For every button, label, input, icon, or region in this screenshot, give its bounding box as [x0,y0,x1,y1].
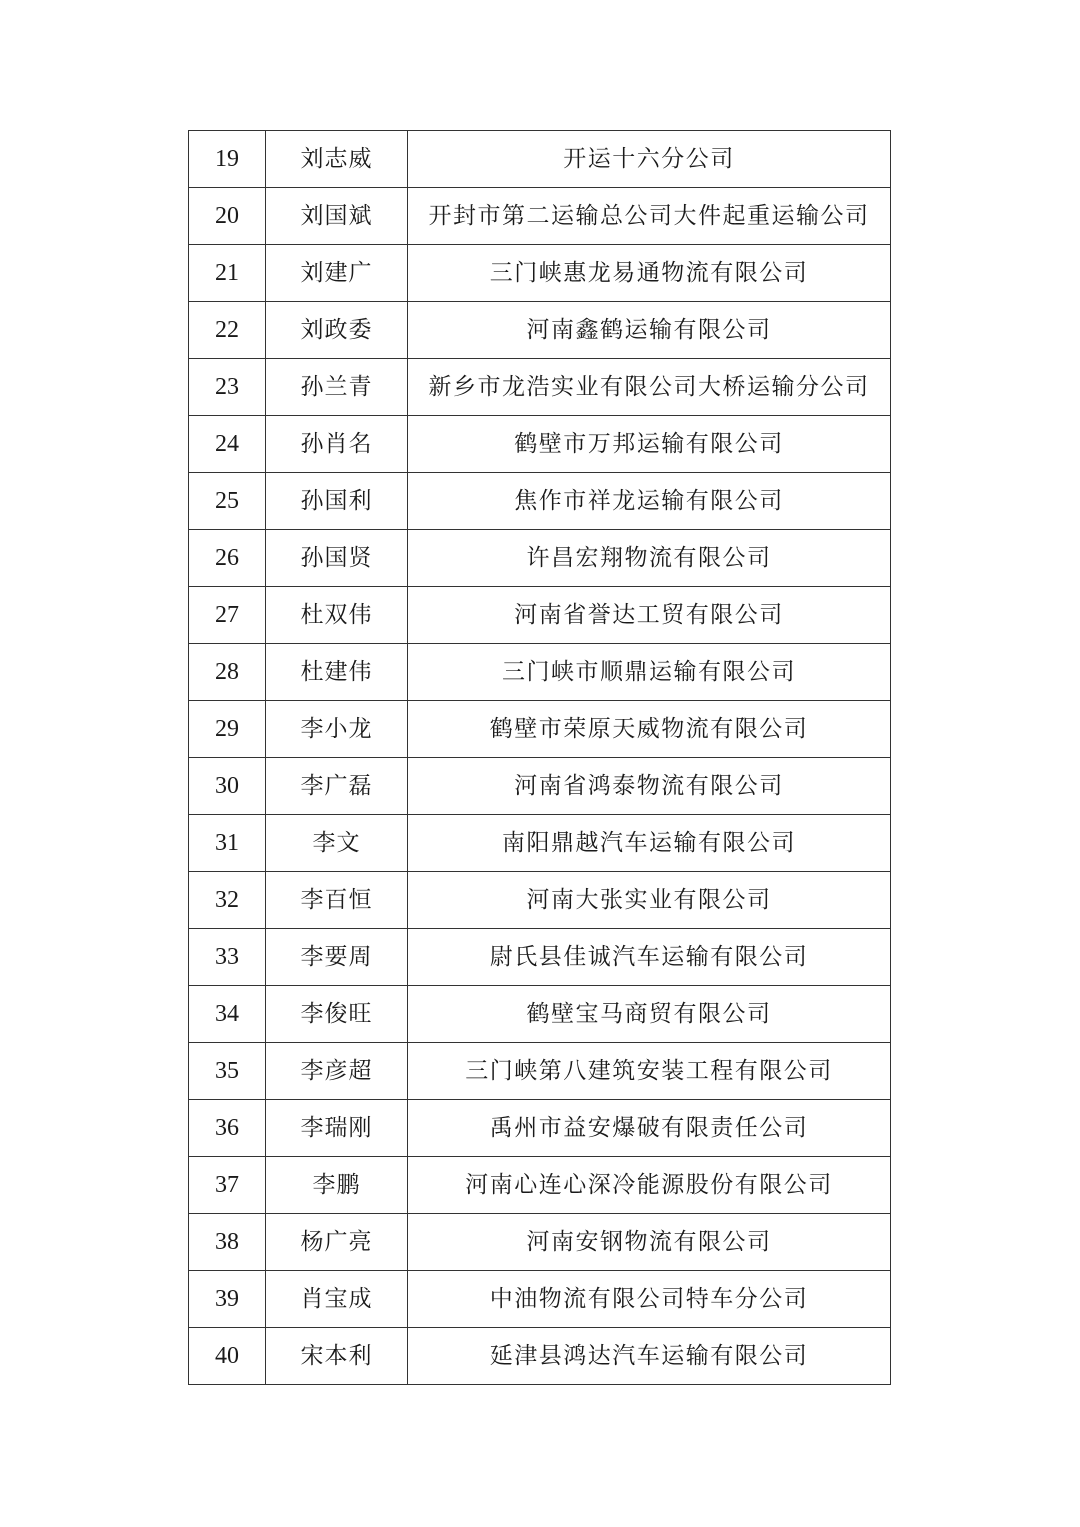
person-name: 宋本利 [266,1328,408,1385]
table-row [189,473,891,530]
person-name: 李俊旺 [266,986,408,1043]
person-name: 孙肖名 [266,416,408,473]
company-name: 河南鑫鹤运输有限公司 [408,302,891,359]
row-number: 30 [189,758,266,815]
row-number: 33 [189,929,266,986]
row-number: 21 [189,245,266,302]
person-name: 刘建广 [266,245,408,302]
company-name: 河南省鸿泰物流有限公司 [408,758,891,815]
person-name: 孙国利 [266,473,408,530]
row-number: 35 [189,1043,266,1100]
company-name: 河南大张实业有限公司 [408,872,891,929]
company-name: 三门峡第八建筑安装工程有限公司 [408,1043,891,1100]
personnel-table [188,130,891,1385]
person-name: 李彦超 [266,1043,408,1100]
person-name: 李瑞刚 [266,1100,408,1157]
person-name: 李文 [266,815,408,872]
person-name: 杜双伟 [266,587,408,644]
company-name: 开运十六分公司 [408,131,891,188]
company-name: 中油物流有限公司特车分公司 [408,1271,891,1328]
company-name: 焦作市祥龙运输有限公司 [408,473,891,530]
table-row [189,872,891,929]
company-name: 鹤壁宝马商贸有限公司 [408,986,891,1043]
table-row [189,188,891,245]
person-name: 李要周 [266,929,408,986]
table-row [189,587,891,644]
table-body [189,131,891,1385]
person-name: 孙兰青 [266,359,408,416]
company-name: 开封市第二运输总公司大件起重运输公司 [408,188,891,245]
person-name: 孙国贤 [266,530,408,587]
person-name: 肖宝成 [266,1271,408,1328]
table-row [189,359,891,416]
row-number: 34 [189,986,266,1043]
row-number: 29 [189,701,266,758]
person-name: 杜建伟 [266,644,408,701]
table-row [189,1043,891,1100]
table-row [189,758,891,815]
row-number: 40 [189,1328,266,1385]
person-name: 李小龙 [266,701,408,758]
table-row [189,1328,891,1385]
row-number: 26 [189,530,266,587]
row-number: 23 [189,359,266,416]
company-name: 河南省誉达工贸有限公司 [408,587,891,644]
row-number: 37 [189,1157,266,1214]
person-name: 刘国斌 [266,188,408,245]
row-number: 19 [189,131,266,188]
table-row [189,1100,891,1157]
table-row [189,302,891,359]
company-name: 河南心连心深冷能源股份有限公司 [408,1157,891,1214]
table-row [189,1214,891,1271]
company-name: 三门峡市顺鼎运输有限公司 [408,644,891,701]
company-name: 鹤壁市荣原天威物流有限公司 [408,701,891,758]
person-name: 李百恒 [266,872,408,929]
row-number: 32 [189,872,266,929]
row-number: 20 [189,188,266,245]
company-name: 禹州市益安爆破有限责任公司 [408,1100,891,1157]
company-name: 南阳鼎越汽车运输有限公司 [408,815,891,872]
person-name: 杨广亮 [266,1214,408,1271]
table-row [189,245,891,302]
person-name: 李广磊 [266,758,408,815]
row-number: 27 [189,587,266,644]
row-number: 28 [189,644,266,701]
table-row [189,530,891,587]
table-row [189,701,891,758]
row-number: 24 [189,416,266,473]
table-row [189,416,891,473]
company-name: 鹤壁市万邦运输有限公司 [408,416,891,473]
person-name: 刘政委 [266,302,408,359]
company-name: 延津县鸿达汽车运输有限公司 [408,1328,891,1385]
company-name: 三门峡惠龙易通物流有限公司 [408,245,891,302]
table-row [189,986,891,1043]
table-row [189,644,891,701]
table-row [189,131,891,188]
row-number: 38 [189,1214,266,1271]
person-name: 刘志威 [266,131,408,188]
row-number: 39 [189,1271,266,1328]
table-row [189,1271,891,1328]
table-row [189,1157,891,1214]
row-number: 36 [189,1100,266,1157]
company-name: 许昌宏翔物流有限公司 [408,530,891,587]
company-name: 新乡市龙浩实业有限公司大桥运输分公司 [408,359,891,416]
row-number: 22 [189,302,266,359]
person-name: 李鹏 [266,1157,408,1214]
table-row [189,929,891,986]
company-name: 河南安钢物流有限公司 [408,1214,891,1271]
table-row [189,815,891,872]
row-number: 31 [189,815,266,872]
row-number: 25 [189,473,266,530]
company-name: 尉氏县佳诚汽车运输有限公司 [408,929,891,986]
